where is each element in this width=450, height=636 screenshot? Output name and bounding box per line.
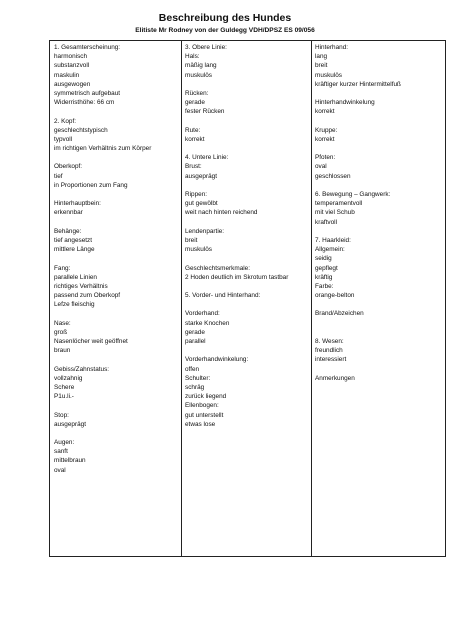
description-line: Kruppe: [315,126,338,134]
description-line: 7. Haarkleid: [315,236,351,244]
spacer [185,80,309,89]
spacer [54,107,179,116]
spacer [315,181,443,190]
description-line: kräftiger kurzer Hintermittelfuß [315,80,401,88]
description-line: parallele Linien [54,273,97,281]
description-line: seidig [315,255,332,263]
description-line: Lendenpartie: [185,227,225,235]
description-line: gut gewölbt [185,200,218,208]
spacer [185,254,309,263]
spacer [315,300,443,309]
description-line: Hinterhandwinkelung [315,99,375,107]
spacer [185,346,309,355]
description-line: Pfoten: [315,154,336,162]
description-line: mittlere Länge [54,246,95,254]
spacer [54,355,179,364]
description-line: in Proportionen zum Fang [54,181,128,189]
description-line: korrekt [315,108,335,116]
description-line: Vorderhand: [185,310,220,318]
description-line: P1u.li.- [54,393,74,401]
description-line: breit [185,236,198,244]
description-line: Fang: [54,264,71,272]
spacer [54,309,179,318]
spacer [54,153,179,162]
description-line: passend zum Oberkopf [54,292,121,300]
spacer [315,365,443,374]
description-line: Rippen: [185,191,208,198]
description-line: ausgeprägt [54,420,86,428]
description-line: geschlossen [315,172,351,180]
description-line: etwas lose [185,420,216,428]
column-movement-coat [315,43,443,383]
description-line: braun [54,347,71,355]
spacer [185,117,309,126]
description-line: Nase: [54,319,71,327]
description-line: substanzvoll [54,62,90,70]
description-line: kräftig [315,273,333,281]
description-line: starke Knochen [185,319,230,327]
description-line: Allgemein: [315,246,345,254]
column-divider [311,41,312,556]
dog-identification: Elitiste Mr Rodney von der Guldegg VDH/DPSZ ES 09/056 [135,27,315,34]
description-line: oval [315,163,327,171]
spacer [54,429,179,438]
description-line: Behänge: [54,227,82,235]
description-line: richtiges Verhältnis [54,282,108,290]
description-line: gerade [185,328,205,336]
description-line: freundlich [315,347,343,355]
description-line: Schulter: [185,374,211,382]
description-line: breit [315,62,328,70]
description-line: symmetrisch aufgebaut [54,89,121,97]
description-line: oval [54,466,66,474]
spacer [315,319,443,328]
description-line: sanft [54,448,68,456]
document-title: Beschreibung des Hundes [158,12,292,24]
description-line: Brand/Abzeichen [315,310,364,318]
description-line: Nasenlöcher weit geöffnet [54,338,128,345]
spacer [315,328,443,337]
spacer [315,227,443,236]
description-line: kraftvoll [315,218,338,226]
description-line: lang [315,53,328,61]
description-line: tief angesetzt [54,236,93,244]
column-body-limbs [185,43,309,429]
description-line: temperamentvoll [315,200,363,208]
description-line: zurück liegend [185,393,227,401]
column-divider [181,41,182,556]
description-line: interessiert [315,356,347,364]
spacer [315,144,443,153]
description-table [49,40,446,557]
spacer [185,282,309,291]
description-line: maskulin [54,71,80,79]
description-line: Oberkopf: [54,163,83,171]
description-line: ausgeprägt [185,172,217,180]
description-line: Gebiss/Zahnstatus: [54,365,110,373]
description-line: Vorderhandwinkelung: [185,356,249,364]
description-line: Ellenbogen: [185,402,219,410]
description-line: schräg [185,383,205,391]
description-line: Brust: [185,163,202,171]
description-line: Stop: [54,411,69,419]
description-line: Farbe: [315,282,334,290]
spacer [54,401,179,410]
description-line: Hals: [185,53,200,61]
description-line: geschlechtstypisch [54,126,108,134]
description-line: Augen: [54,439,75,447]
description-line: 6. Bewegung – Gangwerk: [315,191,391,198]
description-line: muskulös [315,71,342,79]
spacer [54,190,179,199]
spacer [185,218,309,227]
description-line: gut unterstellt [185,411,224,419]
description-line: muskulös [185,71,212,79]
description-line: mittelbraun [54,457,86,465]
description-line: tief [54,172,63,180]
description-line: mit viel Schub [315,209,355,217]
description-line: korrekt [185,135,205,143]
description-line: weit nach hinten reichend [185,209,258,217]
description-line: harmonisch [54,53,88,61]
description-line: Rute: [185,126,201,134]
spacer [54,254,179,263]
description-line: parallel [185,338,206,345]
spacer [185,300,309,309]
description-line: Schere [54,383,75,391]
description-line: 4. Untere Linie: [185,154,229,162]
column-general-head [54,43,179,475]
description-line: vollzahnig [54,374,83,382]
description-line: Lefze fleischig [54,301,95,309]
description-line: 1. Gesamterscheinung: [54,44,121,51]
description-line: erkennbar [54,209,83,217]
description-line: orange-belton [315,292,355,300]
description-line: 2 Hoden deutlich im Skrotum tastbar [185,273,289,281]
description-line: Hinterhauptbein: [54,200,101,208]
description-line: im richtigen Verhältnis zum Körper [54,145,152,153]
description-line: mäßig lang [185,62,217,70]
description-line: groß [54,328,68,336]
description-line: gepflegt [315,264,338,272]
description-line: Rücken: [185,89,209,97]
description-line: muskulös [185,246,212,254]
description-line: gerade [185,99,205,107]
spacer [185,144,309,153]
spacer [315,117,443,126]
description-line: Widerristhöhe: 66 cm [54,99,115,107]
description-line: offen [185,365,200,373]
description-line: Anmerkungen [315,374,355,382]
description-line: 2. Kopf: [54,117,77,125]
description-line: korrekt [315,135,335,143]
description-line: Hinterhand: [315,44,349,51]
description-line: fester Rücken [185,108,225,116]
description-line: Geschlechtsmerkmale: [185,264,250,272]
spacer [54,218,179,227]
description-line: ausgewogen [54,80,91,88]
description-line: 3. Obere Linie: [185,44,227,51]
description-line: typvoll [54,135,73,143]
spacer [185,181,309,190]
description-line: 8. Wesen: [315,338,344,345]
description-line: 5. Vorder- und Hinterhand: [185,292,261,300]
spacer [315,89,443,98]
